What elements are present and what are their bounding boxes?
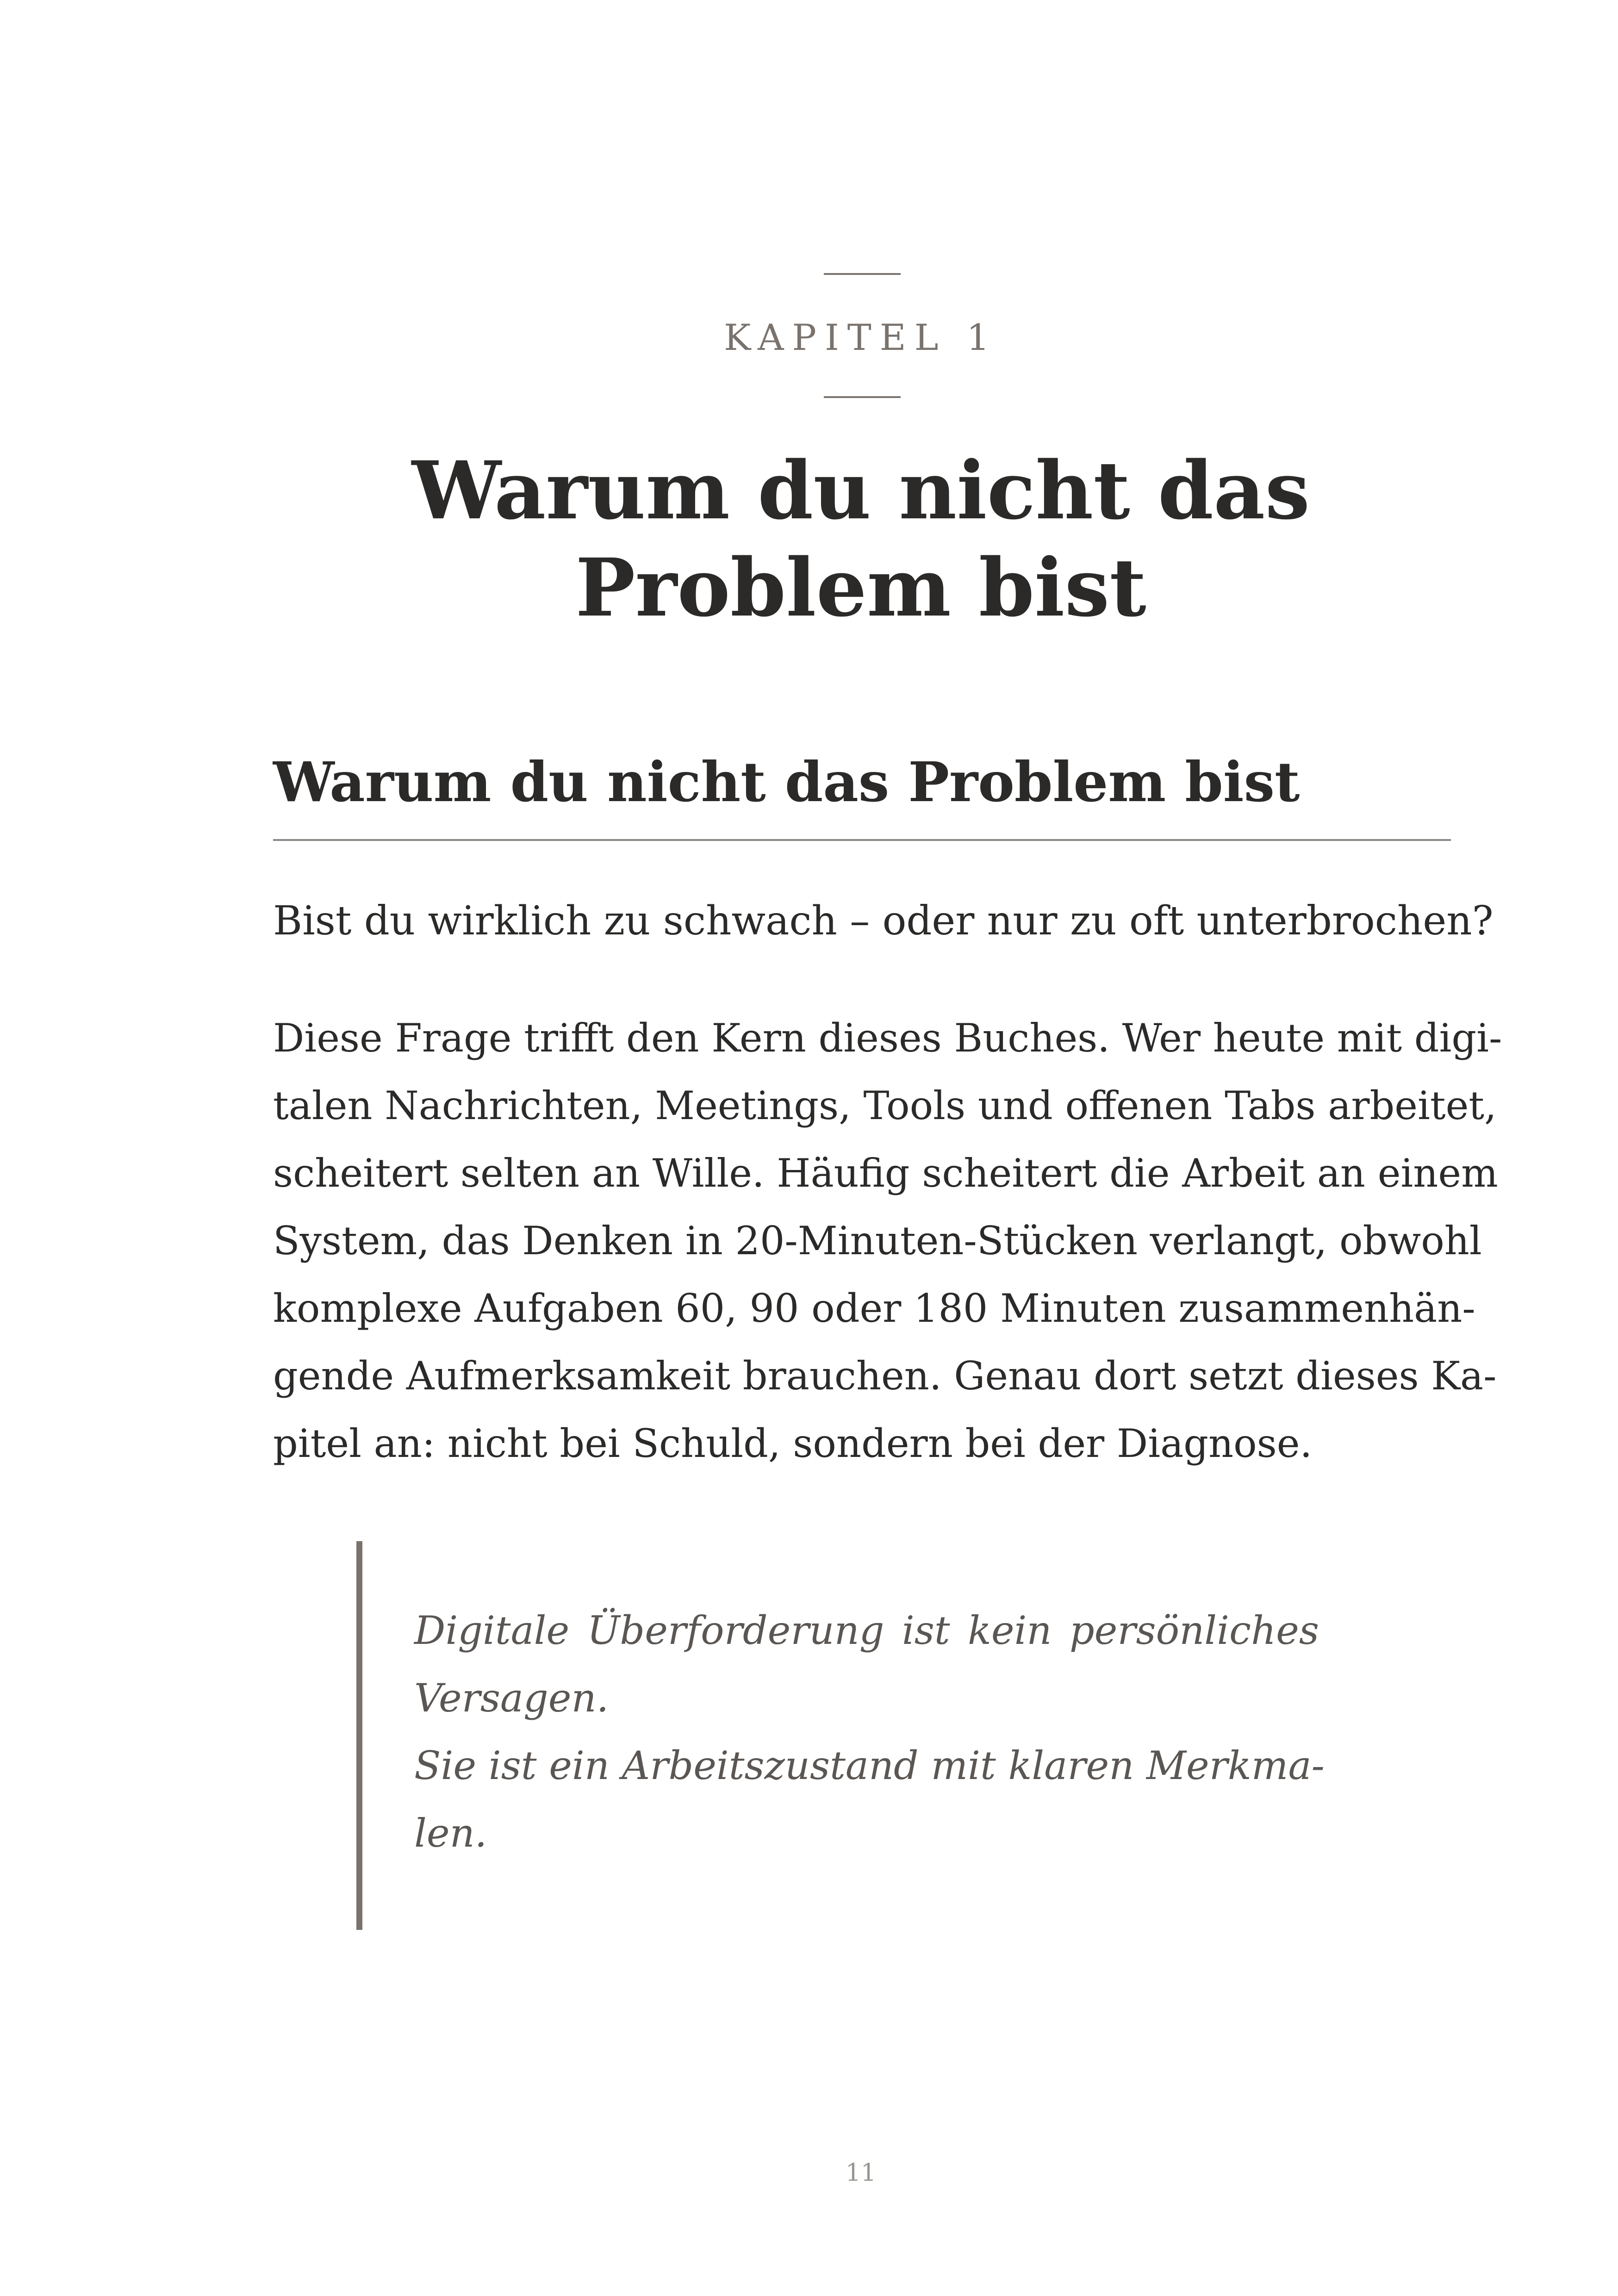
paragraph-line: scheitert selten an Wille. Häufig scheitert die Arbeit an einem — [273, 1151, 1498, 1196]
paragraph-line: gende Aufmerksamkeit brauchen. Genau dort setzt dieses Ka- — [273, 1353, 1497, 1399]
section-heading: Warum du nicht das Problem bist — [273, 750, 1300, 814]
section-divider — [273, 839, 1451, 841]
paragraph-line: System, das Denken in 20-Minuten-Stücken verlangt, obwohl — [273, 1218, 1482, 1263]
paragraph-line: komplexe Aufgaben 60, 90 oder 180 Minuten zusammenhän- — [273, 1286, 1475, 1331]
page-number: 11 — [845, 2159, 877, 2187]
chapter-title-line-2: Problem bist — [575, 541, 1146, 635]
blockquote-bar — [356, 1541, 362, 1930]
quote-line: len. — [414, 1811, 487, 1856]
blockquote — [414, 1597, 1325, 1867]
chapter-title — [259, 442, 1462, 636]
chapter-label: KAPITEL 1 — [724, 317, 998, 359]
lead-question: Bist du wirklich zu schwach – oder nur zu oft unterbrochen? — [273, 898, 1494, 944]
quote-line: Digitale Überforderung ist kein persönliches — [414, 1608, 1319, 1653]
body-paragraph — [273, 1004, 1502, 1477]
paragraph-line: pitel an: nicht bei Schuld, sondern bei der Diagnose. — [273, 1421, 1313, 1466]
chapter-rule-bottom — [824, 396, 901, 398]
chapter-rule-top — [824, 273, 901, 275]
quote-line: Versagen. — [414, 1675, 609, 1721]
paragraph-line: talen Nachrichten, Meetings, Tools und offenen Tabs arbeitet, — [273, 1083, 1497, 1128]
quote-line: Sie ist ein Arbeitszustand mit klaren Merkma- — [414, 1743, 1325, 1788]
chapter-title-line-1: Warum du nicht das — [411, 443, 1310, 537]
paragraph-line: Diese Frage trifft den Kern dieses Buches. Wer heute mit digi- — [273, 1015, 1502, 1061]
